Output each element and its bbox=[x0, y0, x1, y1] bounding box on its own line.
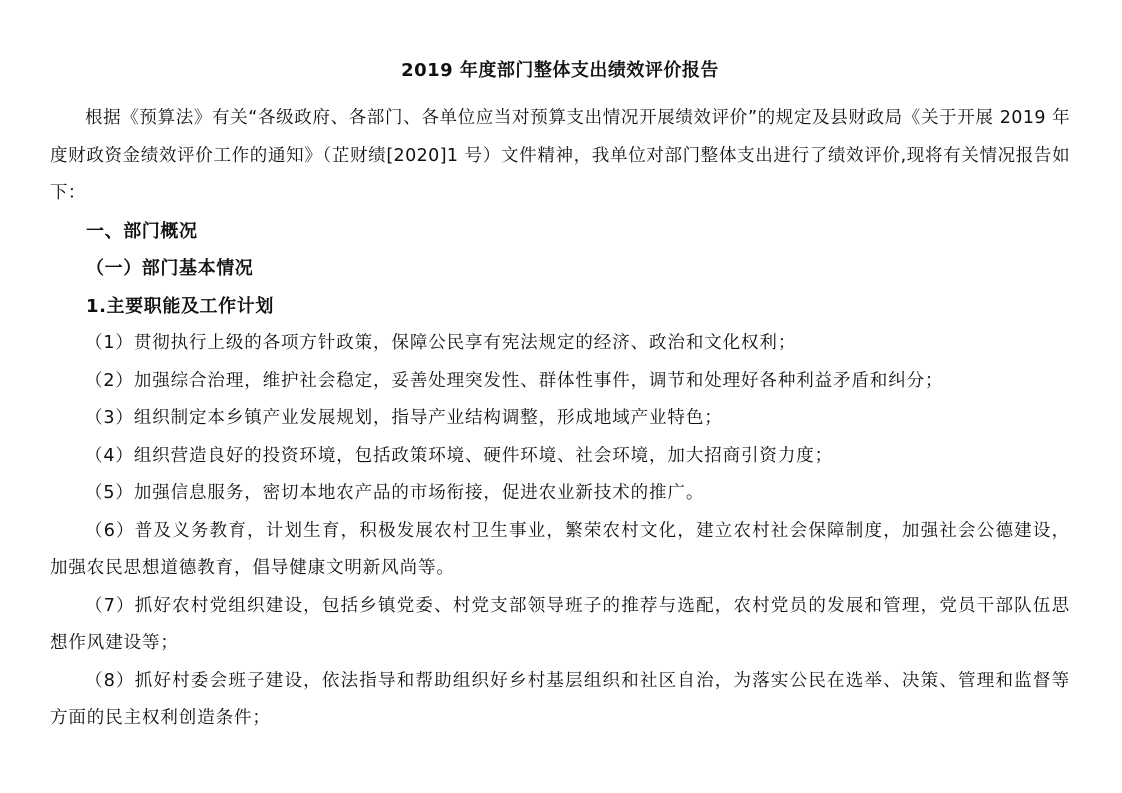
intro-paragraph: 根据《预算法》有关“各级政府、各部门、各单位应当对预算支出情况开展绩效评价”的规定及县财政局《关于开展 2019 年度财政资金绩效评价工作的通知》（芷财绩[2020]1 号）文件精神，我单位对部门整体支出进行了绩效评价,现将有关情况报告如下： bbox=[50, 108, 1070, 203]
list-item: （2）加强综合治理，维护社会稳定，妥善处理突发性、群体性事件，调节和处理好各种利益矛盾和纠分； bbox=[85, 370, 944, 391]
subheading-functions-and-plans: 1.主要职能及工作计划 bbox=[86, 295, 274, 317]
list-item: （3）组织制定本乡镇产业发展规划，指导产业结构调整，形成地域产业特色； bbox=[85, 408, 723, 428]
list-item: （5）加强信息服务，密切本地农产品的市场衔接，促进农业新技术的推广。 bbox=[85, 483, 705, 503]
list-item: （7）抓好农村党组织建设，包括乡镇党委、村党支部领导班子的推荐与选配，农村党员的发展和管理，党员干部队伍思想作风建设等； bbox=[50, 595, 1070, 653]
subsection-heading-basic-info: （一）部门基本情况 bbox=[86, 258, 254, 279]
document-title: 2019 年度部门整体支出绩效评价报告 bbox=[401, 60, 719, 81]
list-item: （8）抓好村委会班子建设，依法指导和帮助组织好乡村基层组织和社区自治，为落实公民在选举、决策、管理和监督等方面的民主权利创造条件； bbox=[50, 670, 1070, 728]
list-item: （4）组织营造良好的投资环境，包括政策环境、硬件环境、社会环境，加大招商引资力度； bbox=[85, 445, 834, 466]
section-heading-department-overview: 一、部门概况 bbox=[86, 220, 198, 242]
list-item: （6）普及义务教育，计划生育，积极发展农村卫生事业，繁荣农村文化，建立农村社会保障制度，加强社会公德建设，加强农民思想道德教育，倡导健康文明新风尚等。 bbox=[50, 520, 1070, 578]
list-item: （1）贯彻执行上级的各项方针政策，保障公民享有宪法规定的经济、政治和文化权利； bbox=[85, 333, 797, 353]
